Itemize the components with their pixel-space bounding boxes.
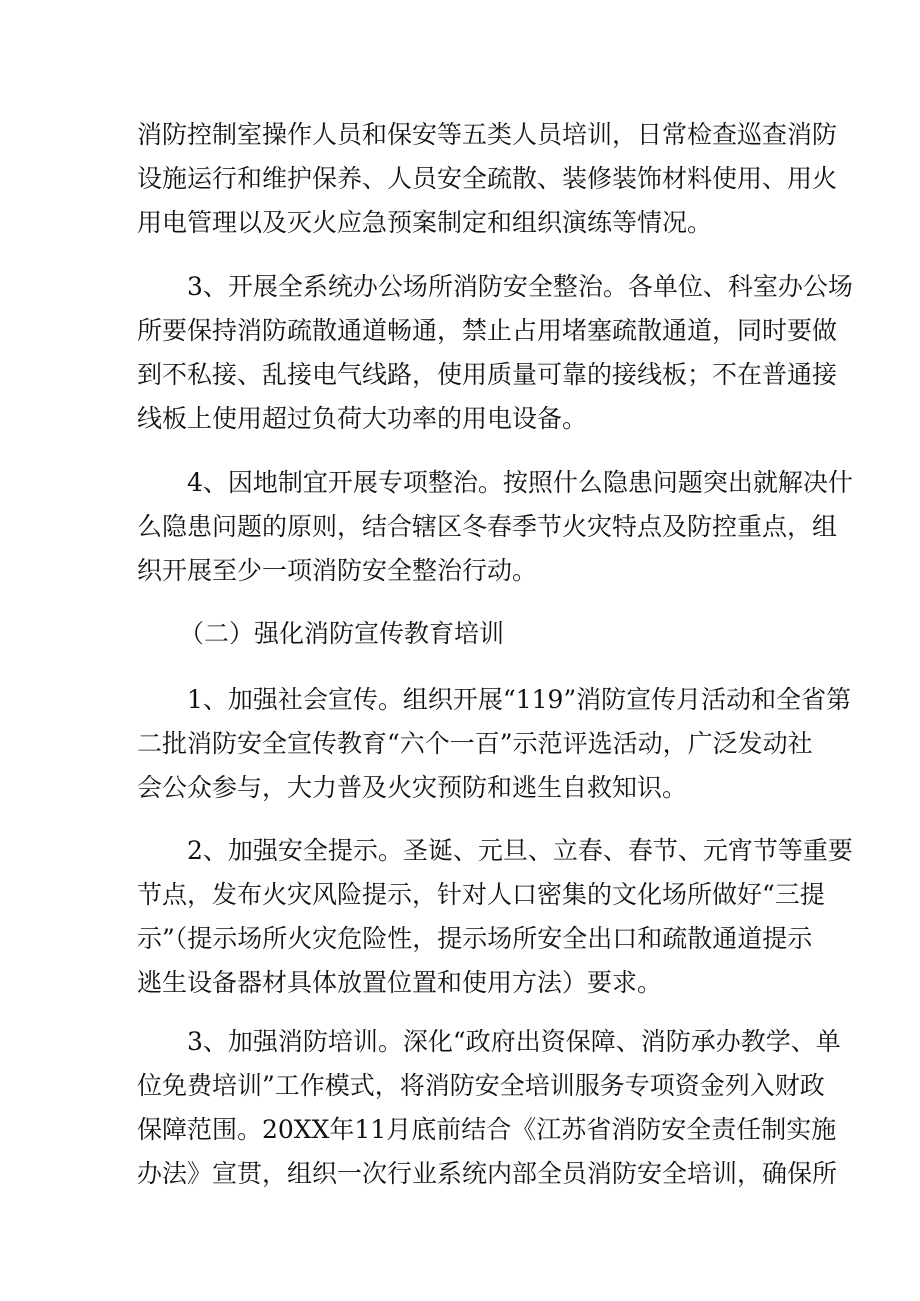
text-line: 逃生设备器材具体放置位置和使用方法）要求。: [137, 968, 663, 997]
paragraph-fire-training: [137, 1020, 841, 1196]
text-line: 4、因地制宜开展专项整治。按照什么隐患问题突出就解决什: [187, 468, 853, 497]
section-heading: [137, 612, 789, 656]
text-line: 设施运行和维护保养、人员安全疏散、装修装饰材料使用、用火: [137, 164, 838, 193]
text-line: 线板上使用超过负荷大功率的用电设备。: [137, 404, 588, 433]
text-line: 办法》宣贯，组织一次行业系统内部全员消防安全培训，确保所: [137, 1159, 838, 1188]
text-line: 3、开展全系统办公场所消防安全整治。各单位、科室办公场: [187, 272, 853, 301]
text-line: 么隐患问题的原则，结合辖区冬春季节火灾特点及防控重点，组: [137, 512, 838, 541]
text-line: 1、加强社会宣传。组织开展“119”消防宣传月活动和全省第: [187, 685, 852, 714]
text-line: 消防控制室操作人员和保安等五类人员培训，日常检查巡查消防: [137, 120, 838, 149]
text-line: 二批消防安全宣传教育“六个一百”示范评选活动，广泛发动社: [137, 729, 813, 758]
section-heading-text: （二）强化消防宣传教育培训: [179, 619, 505, 648]
paragraph-office-fire-safety: [137, 265, 853, 441]
text-line: 所要保持消防疏散通道畅通，禁止占用堵塞疏散通道，同时要做: [137, 316, 838, 345]
text-line: 保障范围。20XX年11月底前结合《江苏省消防安全责任制实施: [137, 1115, 837, 1144]
text-line: 到不私接、乱接电气线路，使用质量可靠的接线板；不在普通接: [137, 360, 838, 389]
text-line: 织开展至少一项消防安全整治行动。: [137, 556, 538, 585]
text-line: 用电管理以及灭火应急预案制定和组织演练等情况。: [137, 208, 713, 237]
paragraph-special-rectification: [137, 461, 853, 593]
text-line: 示”（提示场所火灾危险性，提示场所安全出口和疏散通道提示: [137, 924, 813, 953]
text-line: 位免费培训”工作模式，将消防安全培训服务专项资金列入财政: [137, 1071, 825, 1100]
text-line: 节点，发布火灾风险提示，针对人口密集的文化场所做好“三提: [137, 880, 825, 909]
paragraph-safety-tips: [137, 829, 853, 1005]
paragraph-social-publicity: [137, 678, 852, 810]
text-line: 2、加强安全提示。圣诞、元旦、立春、春节、元宵节等重要: [187, 836, 853, 865]
paragraph-training-items: [137, 113, 838, 245]
text-line: 3、加强消防培训。深化“政府出资保障、消防承办教学、单: [187, 1027, 841, 1056]
text-line: 会公众参与，大力普及火灾预防和逃生自救知识。: [137, 773, 688, 802]
